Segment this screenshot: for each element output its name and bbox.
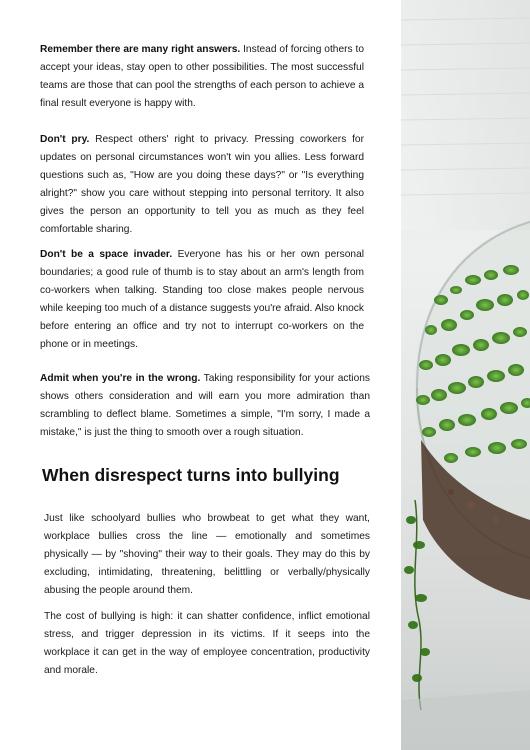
paragraph-body: Taking responsibility for your actions shows others consideration and will earn you more admiration than scrambling to deflect blame. Sometimes a simple, "I'm sorry, I made a mistake," is just the thing to smooth over a rough situation. bbox=[40, 373, 370, 438]
paragraph-lead: Don't be a space invader. bbox=[40, 249, 173, 260]
terrarium-illustration bbox=[401, 0, 530, 750]
paragraph-dont-pry bbox=[40, 131, 364, 239]
paragraph-space-invader bbox=[40, 246, 364, 354]
paragraph-lead: Admit when you're in the wrong. bbox=[40, 373, 201, 384]
paragraph-many-right-answers bbox=[40, 41, 364, 113]
paragraph-lead: Don't pry. bbox=[40, 134, 90, 145]
section-heading: When disrespect turns into bullying bbox=[42, 465, 340, 485]
paragraph-admit-wrong bbox=[40, 370, 370, 442]
paragraph-body: Respect others' right to privacy. Pressing coworkers for updates on personal circumstances won't win you allies. Less forward questions such as, "How are you doing these days?" or "Is everything alright?" show you care without stepping into personal territory. It also gives the person an opportunity to tell you as much as they feel comfortable sharing. bbox=[40, 134, 364, 235]
paragraph-lead: Remember there are many right answers. bbox=[40, 44, 241, 55]
paragraph-body: Everyone has his or her own personal boundaries; a good rule of thumb is to stay about an arm's length from co-workers when talking. Standing too close makes people nervous while keeping too much of a distance suggests you're afraid. Also knock before entering an office and try not to interrupt co-workers on the phone or in meetings. bbox=[40, 249, 364, 350]
paragraph-body: Instead of forcing others to accept your ideas, stay open to other possibilities. The most successful teams are those that can pool the strengths of each person to achieve a final result everyone is happy with. bbox=[40, 44, 364, 109]
paragraph-bullying-cost: The cost of bullying is high: it can shatter confidence, inflict emotional stress, and trigger depression in its victims. If it seeps into the workplace it can get in the way of employee concentration, productivity and morale. bbox=[44, 611, 370, 676]
terrarium-plant-photo bbox=[401, 0, 530, 750]
paragraph-bullying-intro: Just like schoolyard bullies who browbeat to get what they want, workplace bullies cross the line — emotionally and sometimes physically — by "shoving" their way to their goals. They may do this by excluding, intimidating, threatening, belittling or verbally/physically abusing the people around them. bbox=[44, 513, 370, 596]
